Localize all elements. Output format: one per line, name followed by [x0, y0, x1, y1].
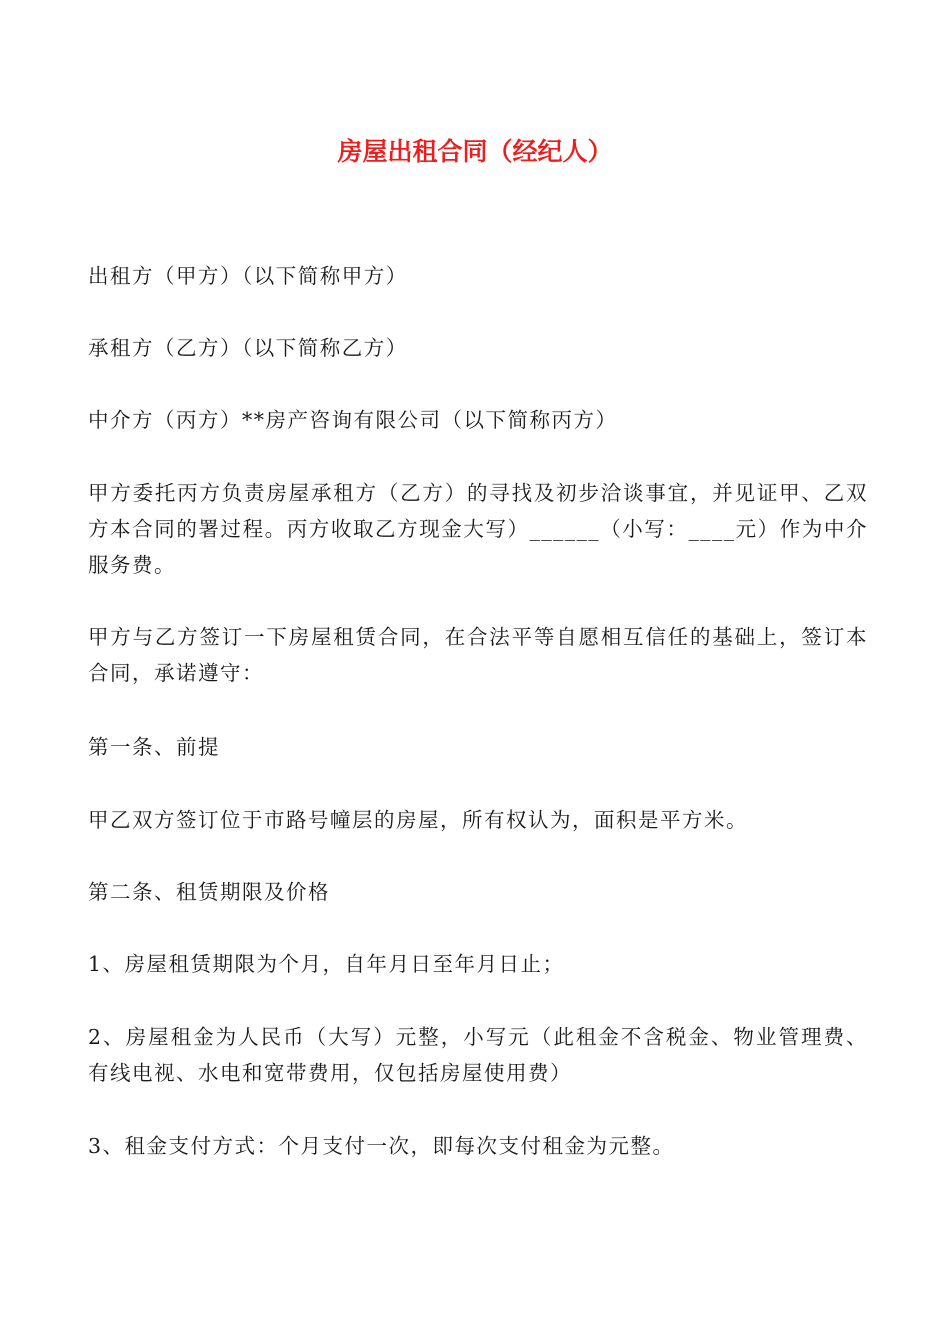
party-lessor: 出租方（甲方）（以下简称甲方） [88, 264, 408, 288]
article-1-body: 甲乙双方签订位于市路号幢层的房屋，所有权认为，面积是平方米。 [88, 808, 748, 832]
document-title: 房屋出租合同（经纪人） [337, 137, 613, 166]
article-1-heading: 第一条、前提 [88, 735, 220, 759]
article-2-clause-3: 3、租金支付方式：个月支付一次，即每次支付租金为元整。 [88, 1134, 675, 1158]
article-2-clause-1: 1、房屋租赁期限为个月，自年月日至年月日止； [88, 952, 565, 976]
paragraph-agency-fee: 甲方委托丙方负责房屋承租方（乙方）的寻找及初步洽谈事宜，并见证甲、乙双方本合同的署过程。丙方收取乙方现金大写）______（小写：____元）作为中介服务费。 [88, 481, 868, 577]
party-agent: 中介方（丙方）**房产咨询有限公司（以下简称丙方） [88, 408, 618, 432]
article-2-heading: 第二条、租赁期限及价格 [88, 880, 330, 904]
party-lessee: 承租方（乙方）（以下简称乙方） [88, 336, 408, 360]
paragraph-agreement: 甲方与乙方签订一下房屋租赁合同，在合法平等自愿相互信任的基础上，签订本合同，承诺遵守： [88, 625, 868, 685]
article-2-clause-2: 2、房屋租金为人民币（大写）元整，小写元（此租金不含税金、物业管理费、有线电视、水电和宽带费用，仅包括房屋使用费） [88, 1025, 868, 1085]
